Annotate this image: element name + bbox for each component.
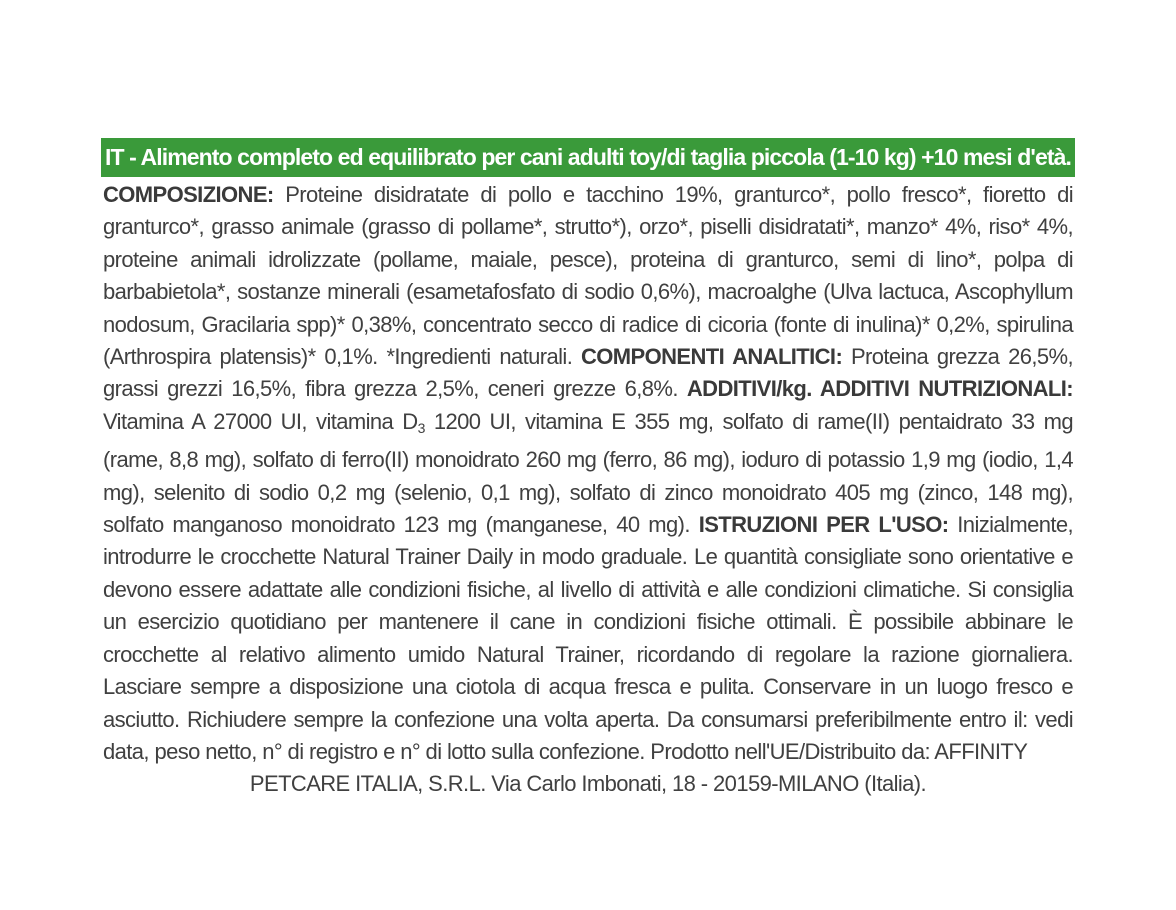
product-label: [101, 138, 1075, 801]
vitamin-d-subscript: 3: [417, 419, 425, 436]
label-header: [101, 138, 1075, 177]
instructions-text: Inizialmente, introdurre le crocchette Natural Trainer Daily in modo graduale. Le quantità consigliate sono orientative e devono essere adattate alle condizioni fisiche, al livello di attività e alle condizioni climatiche. Si consiglia un esercizio quotidiano per mantenere il cane in condizioni fisiche ottimali. È possibile abbinare le crocchette al relativo alimento umido Natural Trainer, ricordando di regolare la razione giornaliera. Lasciare sempre a disposizione una ciotola di acqua fresca e pulita. Conservare in un luogo fresco e asciutto. Richiudere sempre la confezione una volta aperta. Da consumarsi preferibilmente entro il: vedi data, peso netto, n° di registro e n° di lotto sulla confezione. Prodotto nell'UE/Distribuito da: AFFINITY: [103, 512, 1073, 764]
composition-heading: COMPOSIZIONE:: [103, 182, 274, 207]
analytical-heading: COMPONENTI ANALITICI:: [581, 344, 843, 370]
instructions-heading: ISTRUZIONI PER L'USO:: [698, 512, 949, 538]
label-header-title: IT - Alimento completo ed equilibrato per cani adulti toy/di taglia piccola (1-10 kg) +10 mesi d'età.: [105, 144, 1071, 170]
label-body: [101, 179, 1075, 801]
additives-text-part-b: 1200 UI, vitamina E 355 mg, solfato di rame(II) pentaidrato 33 mg (rame, 8,8 mg), solfato di ferro(II) monoidrato 260 mg (ferro, 86 mg), ioduro di potassio 1,9 mg (iodio, 1,4 mg), selenito di sodio 0,2 mg (selenio, 0,1 mg), solfato di zinco monoidrato 405 mg (zinco, 148 mg), solfato manganoso monoidrato 123 mg (manganese, 40 mg).: [103, 408, 1073, 538]
analytical-text: Proteina grezza 26,5%, grassi grezzi 16,5%, fibra grezza 2,5%, ceneri grezze 6,8%.: [103, 344, 1073, 402]
composition-text: Proteine disidratate di pollo e tacchino 19%, granturco*, pollo fresco*, fioretto di granturco*, grasso animale (grasso di pollame*, strutto*), orzo*, piselli disidratati*, manzo* 4%, riso* 4%, proteine animali idrolizzate (pollame, maiale, pesce), proteina di granturco, semi di lino*, polpa di barbabietola*, sostanze minerali (esametafosfato di sodio 0,6%), macroalghe (Ulva lactuca, Ascophyllum nodosum, Gracilaria spp)* 0,38%, concentrato secco di radice di cicoria (fonte di inulina)* 0,2%, spirulina (Arthrospira platensis)* 0,1%. *Ingredienti naturali.: [103, 182, 1073, 370]
additives-text-part-a: Vitamina A 27000 UI, vitamina D: [103, 408, 418, 434]
distributor-line: PETCARE ITALIA, S.R.L. Via Carlo Imbonati, 18 - 20159-MILANO (Italia).: [249, 771, 927, 797]
additives-heading: ADDITIVI/kg. ADDITIVI NUTRIZIONALI:: [686, 376, 1073, 402]
